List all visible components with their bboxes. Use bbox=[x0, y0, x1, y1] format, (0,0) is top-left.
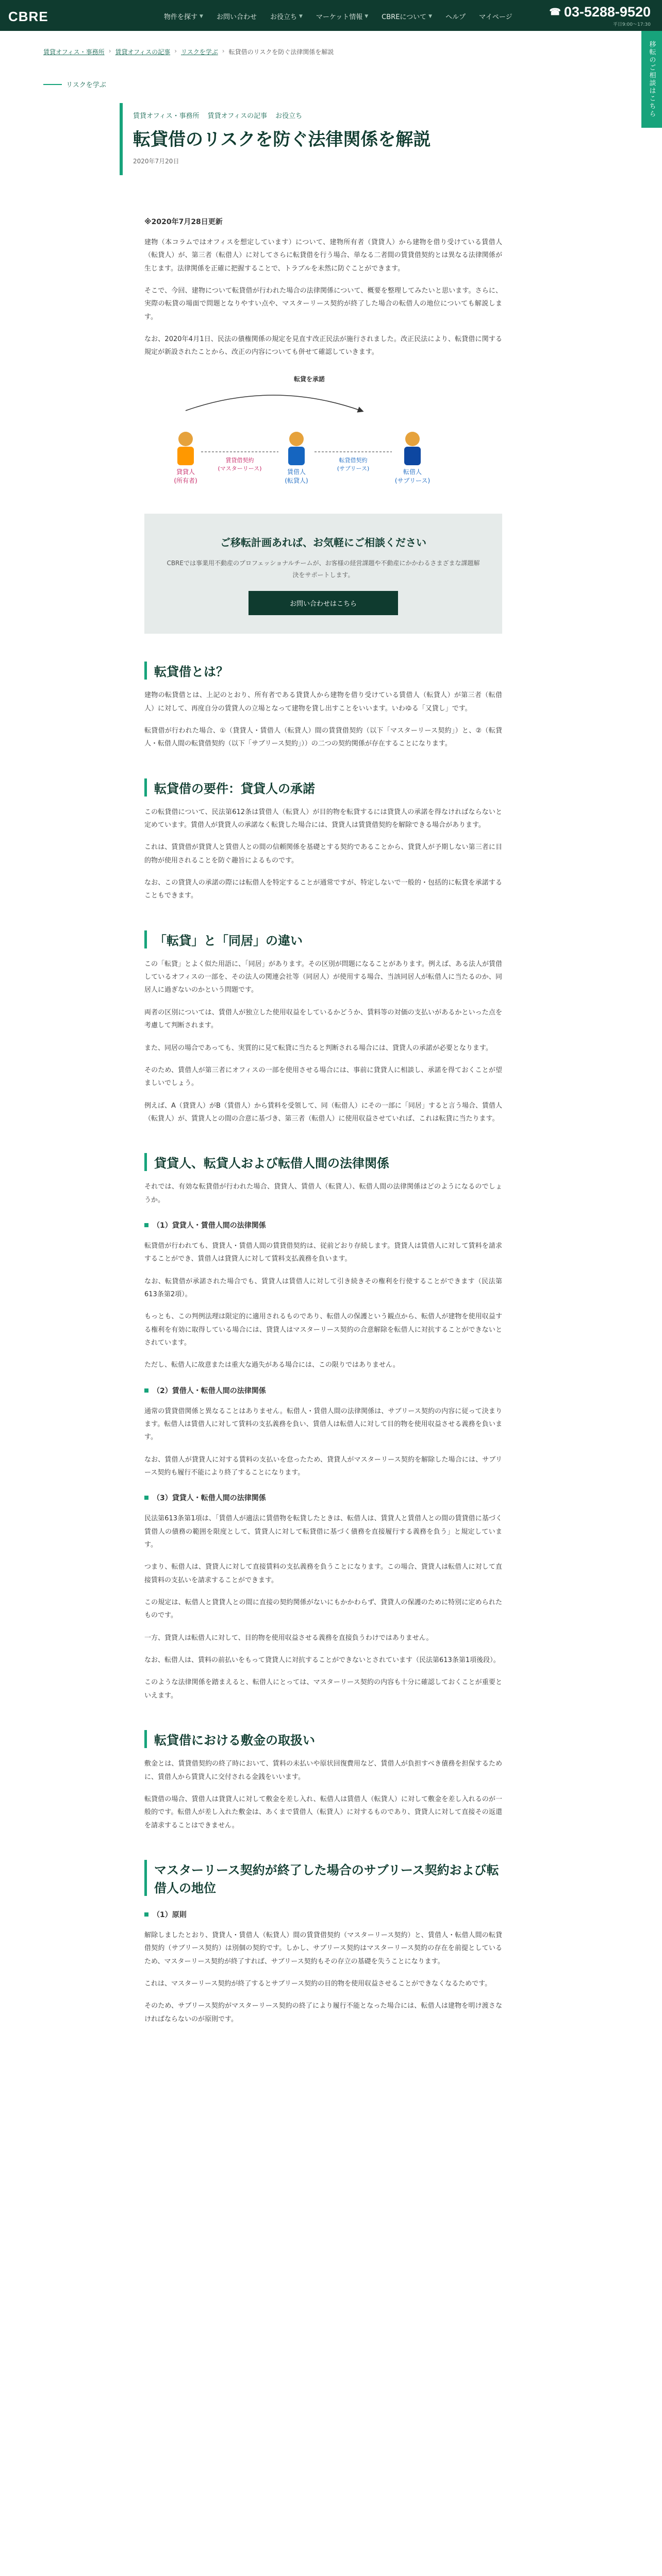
paragraph: 例えば、A（貸貸人）がB（賃借人）から賃料を受領して、同（転借人）にその一部に「同居」すると言う場合、賃借人（転貸人）が、賃貸人との間の合意に基づき、第三者（転借人）に使用収益させていれば、これは転貸に当たります。 bbox=[144, 1101, 502, 1123]
nav-item-about[interactable]: CBREについて ▼ bbox=[382, 13, 433, 21]
update-note: ※2020年7月28日更新 bbox=[144, 218, 223, 226]
diagram-label-approval: 転貸を承諾 bbox=[293, 375, 325, 383]
category-tag[interactable]: リスクを学ぶ bbox=[43, 79, 106, 89]
paragraph: 解除しましたとおり、貸貸人・賃借人（転貸人）間の賃貸借契約（マスターリース契約）と、賃借人・転借人間の転貸借契約（サブリース契約）は別個の契約です。しかし、サブリース契約はマスターリース契約の存在を前提としているため、マスターリース契約が終了すれば、サブリース契約もその存立の基礎を失うことになります。 bbox=[144, 1931, 502, 1965]
diagram-label-master-lease: 賃貸借契約 (マスターリース) bbox=[218, 456, 262, 472]
bullet-icon bbox=[144, 1223, 148, 1227]
bullet-icon bbox=[144, 1496, 148, 1500]
person-icon bbox=[178, 432, 193, 446]
person-icon bbox=[177, 447, 194, 465]
paragraph: なお、転貸借が承諾された場合でも、賃貸人は賃借人に対して引き続きその権利を行使することができます（民法第613条第2項）。 bbox=[144, 1277, 502, 1298]
breadcrumb-link[interactable]: リスクを学ぶ bbox=[181, 48, 218, 56]
category-link[interactable]: 賃貸オフィスの記事 bbox=[207, 112, 268, 120]
phone-hours: 平日9:00～17:30 bbox=[613, 22, 651, 27]
section-heading: 転貸借の要件：貸貸人の承諾 bbox=[144, 778, 502, 796]
nav-item-contact[interactable]: お問い合わせ bbox=[216, 13, 257, 21]
article-categories bbox=[133, 110, 498, 120]
paragraph: また、同居の場合であっても、実質的に見て転貸に当たると判断される場合には、貸貸人の承諾が必要となります。 bbox=[144, 1044, 492, 1052]
paragraph: 民法第613条第1項は、「賃借人が適法に賃借物を転貸したときは、転借人は、賃貸人と賃借人との間の賃貸借に基づく賃借人の債務の範囲を限度として、賃貸人に対して転貸借に基づく債務を直接履行する義務を負う」と規定しています。 bbox=[144, 1515, 502, 1549]
cta-text: CBREでは事業用不動産のプロフェッショナルチームが、お客様の経営課題や不動産にかかわるさまざまな課題解決をサポートします。 bbox=[167, 559, 480, 579]
nav-item-help[interactable]: ヘルプ bbox=[445, 13, 466, 21]
paragraph: これは、マスターリース契約が終了するとサブリース契約の目的物を使用収益させることができなくなるためです。 bbox=[144, 1979, 492, 1988]
paragraph: つまり、転借人は、貸貸人に対して直接賃料の支払義務を負うことになります。この場合、貸貸人は転借人に対して直接賃料の支払いを請求することができます。 bbox=[144, 1563, 502, 1584]
chevron-down-icon: ▼ bbox=[365, 13, 369, 19]
diagram-label-tenant: 賃借人 (転貸人) bbox=[285, 468, 308, 484]
page-title: 転貸借のリスクを防ぐ法律関係を解説 bbox=[133, 129, 431, 150]
nav-item-market[interactable]: マーケット情報 ▼ bbox=[316, 13, 369, 21]
diagram-label-sublease: 転貸借契約 (サブリース) bbox=[337, 456, 370, 472]
nav-item-useful[interactable]: お役立ち ▼ bbox=[270, 13, 303, 21]
subsection-heading: （1）原則 bbox=[144, 1909, 502, 1920]
category-link[interactable]: 賃貸オフィス・事務所 bbox=[133, 112, 200, 120]
cbre-logo[interactable]: CBRE bbox=[8, 9, 48, 24]
person-icon bbox=[288, 447, 305, 465]
chevron-down-icon: ▼ bbox=[299, 13, 303, 19]
consultation-banner bbox=[144, 514, 502, 634]
subsection-heading: （2）賃借人・転借人間の法律関係 bbox=[144, 1385, 502, 1396]
nav-item-find-property[interactable]: 物件を探す ▼ bbox=[164, 13, 203, 21]
diagram-label-owner: 貸貸人 (所有者) bbox=[174, 468, 197, 484]
publish-date: 2020年7月20日 bbox=[133, 158, 179, 165]
breadcrumb-link[interactable]: 賃貸オフィス・事務所 bbox=[43, 48, 105, 56]
person-icon bbox=[404, 447, 421, 465]
paragraph: そのため、サブリース契約がマスターリース契約の終了により履行不能となった場合には、転借人は建物を明け渡さなければならないのが原則です。 bbox=[144, 2002, 502, 2023]
category-link[interactable]: お役立ち bbox=[275, 112, 303, 120]
paragraph: 一方、貸貸人は転借人に対して、目的物を使用収益させる義務を直接負うわけではありません。 bbox=[144, 1634, 433, 1642]
side-consult-tab[interactable]: 移転のご相談はこちら bbox=[641, 31, 662, 128]
breadcrumb-current: 転貸借のリスクを防ぐ法律関係を解説 bbox=[228, 48, 334, 56]
paragraph: 両者の区別については、賃借人が独立した使用収益をしているかどうか、賃料等の対価の支払いがあるかといった点を考慮して判断されます。 bbox=[144, 1008, 502, 1030]
article-header bbox=[120, 103, 498, 175]
subsection-heading: （1）貸貸人・賃借人間の法律関係 bbox=[144, 1220, 502, 1230]
chevron-down-icon: ▼ bbox=[200, 13, 203, 19]
paragraph: この「転貸」とよく似た用語に、「同居」があります。その区別が問題になることがあります。例えば、ある法人が賃借しているオフィスの一部を、その法人の関連会社等（同居人）が使用する場合、当該同居人が転借人に当たるのか、同居人に過ぎないのかという問題です。 bbox=[144, 960, 502, 994]
paragraph: なお、この貸貸人の承諾の際には転借人を特定することが通常ですが、特定しないで一般的・包括的に転貸を承諾することもできます。 bbox=[144, 879, 502, 900]
paragraph: この規定は、転借人と貸貸人との間に直接の契約関係がないにもかかわらず、貸貸人の保護のために特別に定められたものです。 bbox=[144, 1599, 502, 1620]
paragraph: 転貸借が行われても、貸貸人・賃借人間の賃貸借契約は、従前どおり存続します。貸貸人は賃借人に対して賃料を請求することができ、賃借人は貸貸人に対して賃料支払義務を負います。 bbox=[144, 1242, 502, 1263]
paragraph: 建物の転貸借とは、上記のとおり、所有者である貸貸人から建物を借り受けている賃借人（転貸人）が第三者（転借人）に対して、再度自分の賃貸人の立場となって建物を貸し出すことをいいます。いわゆる「又貸し」です。 bbox=[144, 691, 502, 713]
paragraph: 敷金とは、賃貸借契約の終了時において、賃料の未払いや原状回復費用など、賃借人が負担すべき債務を担保するために、賃借人から賃貸人に交付される金銭をいいます。 bbox=[144, 1760, 502, 1781]
section-heading: 貸貸人、転貸人および転借人間の法律関係 bbox=[144, 1153, 502, 1171]
article-body bbox=[144, 216, 502, 2026]
subsection-heading: （3）貸貸人・転借人間の法律関係 bbox=[144, 1493, 502, 1503]
paragraph: もっとも、この判例法理は限定的に適用されるものであり、転借人の保護という観点から、転借人が建物を使用収益する権利を有効に取得している場合には、貸貸人はマスターリース契約の合意解除を転借人に対抗することができないとされています。 bbox=[144, 1313, 502, 1347]
tag-line bbox=[43, 84, 62, 85]
paragraph: ただし、転借人に故意または重大な過失がある場合には、この限りではありません。 bbox=[144, 1361, 400, 1369]
diagram-label-subtenant: 転借人 (サブリース) bbox=[394, 468, 431, 484]
bullet-icon bbox=[144, 1912, 148, 1917]
phone-number: 03-5288-9520 bbox=[564, 4, 651, 20]
person-icon bbox=[405, 432, 420, 446]
cta-title: ご移転計画あれば、お気軽にご相談ください bbox=[220, 536, 426, 549]
sublease-diagram bbox=[144, 375, 502, 493]
chevron-down-icon: ▼ bbox=[428, 13, 433, 19]
phone-icon: ☎ bbox=[549, 7, 561, 17]
paragraph: 転貸借の場合、賃借人は貸貸人に対して敷金を差し入れ、転借人は賃借人（転貸人）に対して敷金を差し入れるのが一般的です。転借人が差し入れた敷金は、あくまで賃借人（転貸人）に対するものであり、貸貸人に対して直接その返還を請求することはできません。 bbox=[144, 1795, 502, 1829]
breadcrumb-link[interactable]: 賃貸オフィスの記事 bbox=[115, 48, 171, 56]
approval-arrow bbox=[186, 395, 361, 411]
paragraph: なお、賃借人が貸貸人に対する賃料の支払いを怠ったため、貸貸人がマスターリース契約を解除した場合には、サブリース契約も履行不能により終了することになります。 bbox=[144, 1455, 502, 1477]
section-heading: マスターリース契約が終了した場合のサブリース契約および転借人の地位 bbox=[144, 1860, 502, 1896]
paragraph: それでは、有効な転貸借が行われた場合、貸貸人、賃借人（転貸人）、転借人間の法律関係はどのようになるのでしょうか。 bbox=[144, 1183, 502, 1204]
paragraph: なお、2020年4月1日、民法の債権関係の規定を見直す改正民法が施行されました。改正民法により、転貸借に関する規定が新設されたことから、改正の内容についても併せて確認していきます。 bbox=[144, 335, 502, 357]
paragraph: なお、転借人は、賃料の前払いをもって貸貸人に対抗することができないとされています（民法第613条第1項後段）。 bbox=[144, 1656, 500, 1665]
nav-item-mypage[interactable]: マイページ bbox=[479, 13, 512, 21]
contact-button[interactable]: お問い合わせはこちら bbox=[249, 591, 398, 615]
paragraph: これは、賃貸借が貸貸人と賃借人との間の信頼関係を基礎とする契約であることから、貸貸人が予期しない第三者に目的物が使用されることを防ぐ趣旨によるものです。 bbox=[144, 843, 502, 865]
paragraph: そこで、今回、建物について転貸借が行われた場合の法律関係について、概要を整理してみたいと思います。さらに、実際の転貸の場面で問題となりやすい点や、マスターリース契約が終了した場合の転借人の地位についても解説します。 bbox=[144, 287, 502, 321]
breadcrumb: 賃貸オフィス・事務所 › 賃貸オフィスの記事 › リスクを学ぶ › 転貸借のリスクを防ぐ法律関係を解説 bbox=[43, 47, 334, 56]
section-heading: 「転貸」と「同居」の違い bbox=[144, 930, 502, 948]
paragraph: このような法律関係を踏まえると、転借人にとっては、マスターリース契約の内容も十分に確認しておくことが重要といえます。 bbox=[144, 1679, 502, 1700]
paragraph: 建物（本コラムではオフィスを想定しています）について、建物所有者（貸貸人）から建物を借り受けている賃借人（転貸人）が、第三者（転借人）に対してさらに転貸借を行う場合、単なる二者間の賃貸借契約とは異なる法律関係が生じます。法律関係を正確に把握することで、トラブルを未然に防ぐことができます。 bbox=[144, 239, 502, 273]
top-navigation-bar bbox=[0, 0, 662, 31]
main-nav bbox=[164, 11, 512, 21]
phone-contact[interactable] bbox=[549, 4, 651, 27]
section-heading: 転貸借とは？ bbox=[144, 662, 502, 680]
paragraph: そのため、賃借人が第三者にオフィスの一部を使用させる場合には、事前に貸貸人に相談し、承諾を得ておくことが望ましいでしょう。 bbox=[144, 1066, 502, 1088]
section-heading: 転貸借における敷金の取扱い bbox=[144, 1730, 502, 1748]
person-icon bbox=[289, 432, 304, 446]
paragraph: この転貸借について、民法第612条は賃借人（転貸人）が目的物を転貸するには貸貸人の承諾を得なければならないと定めています。賃借人が貸貸人の承諾なく転貸した場合には、貸貸人は賃貸借契約を解除できる場合があります。 bbox=[144, 808, 502, 829]
bullet-icon bbox=[144, 1388, 148, 1393]
paragraph: 通常の賃貸借関係と異なることはありません。転借人・賃借人間の法律関係は、サブリース契約の内容に従って決まります。転借人は賃借人に対して賃料の支払義務を負い、賃借人は転借人に対して目的物を使用収益させる義務を負います。 bbox=[144, 1407, 502, 1442]
paragraph: 転貸借が行われた場合、①（貸貸人・賃借人（転貸人）間の賃貸借契約（以下「マスターリース契約」）と、②（転貸人・転借人間の転貸借契約（以下「サブリース契約」））の二つの契約関係が存在することになります。 bbox=[144, 727, 502, 748]
